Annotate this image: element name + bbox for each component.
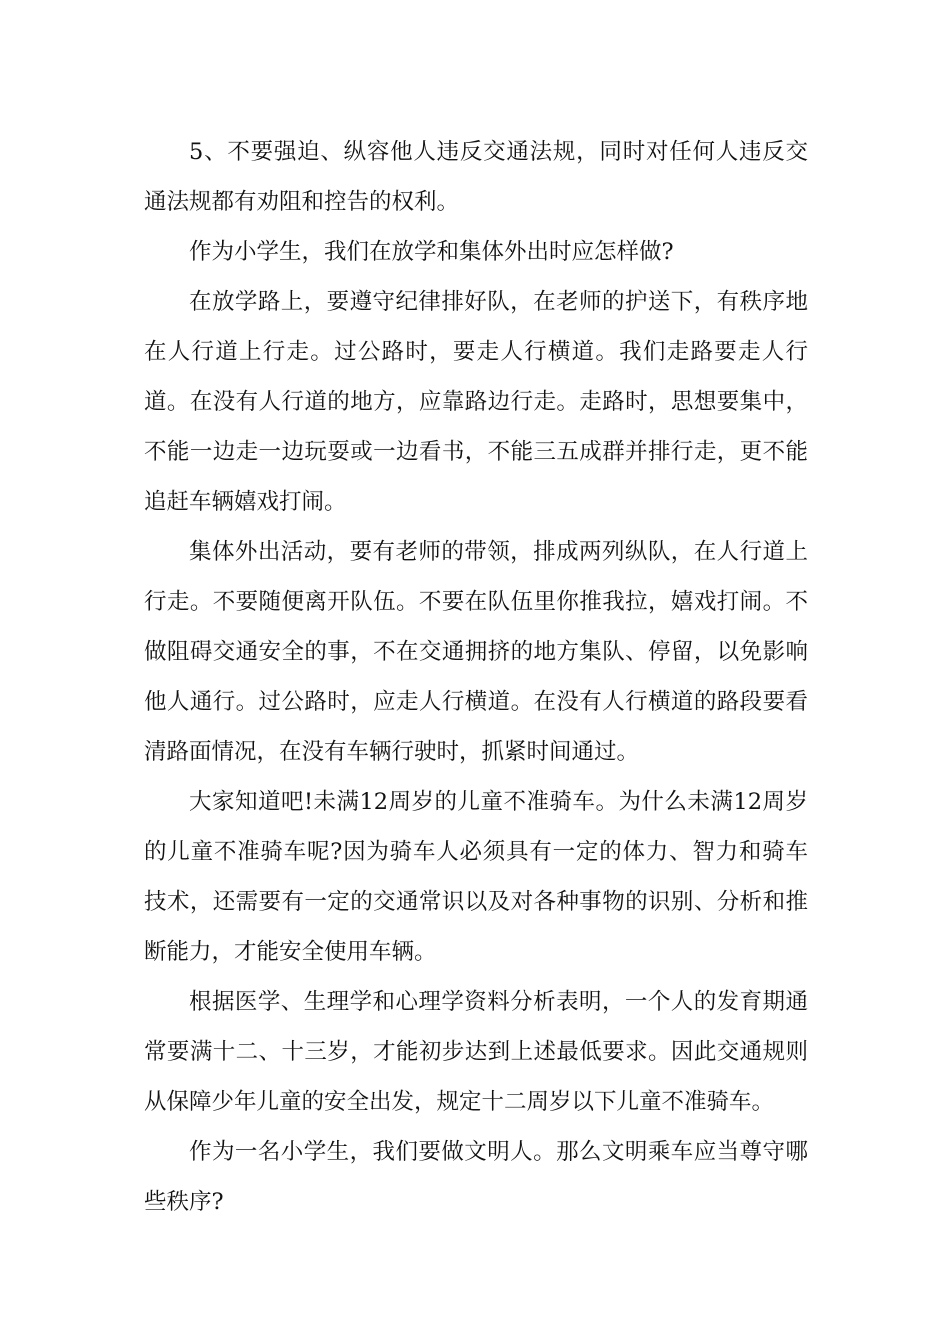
document-body (144, 127, 808, 1227)
paragraph-7: 作为一名小学生，我们要做文明人。那么文明乘车应当尊守哪些秩序? (144, 1139, 808, 1215)
paragraph-4: 集体外出活动，要有老师的带领，排成两列纵队，在人行道上行走。不要随便离开队伍。不要在队伍里你推我拉，嬉戏打闹。不做阻碍交通安全的事，不在交通拥挤的地方集队、停留，以免影响他人通行。过公路时，应走人行横道。在没有人行横道的路段要看清路面情况，在没有车辆行驶时，抓紧时间通过。 (144, 539, 808, 765)
paragraph-3: 在放学路上，要遵守纪律排好队，在老师的护送下，有秩序地在人行道上行走。过公路时，要走人行横道。我们走路要走人行道。在没有人行道的地方，应靠路边行走。走路时，思想要集中，不能一边走一边玩耍或一边看书，不能三五成群并排行走，更不能追赶车辆嬉戏打闹。 (144, 289, 808, 515)
paragraph-5: 大家知道吧!未满12周岁的儿童不准骑车。为什么未满12周岁的儿童不准骑车呢?因为骑车人必须具有一定的体力、智力和骑车技术，还需要有一定的交通常识以及对各种事物的识别、分析和推断能力，才能安全使用车辆。 (144, 789, 808, 965)
paragraph-1: 5、不要强迫、纵容他人违反交通法规，同时对任何人违反交通法规都有劝阻和控告的权利。 (144, 139, 808, 215)
paragraph-2: 作为小学生，我们在放学和集体外出时应怎样做? (189, 239, 674, 265)
paragraph-6: 根据医学、生理学和心理学资料分析表明，一个人的发育期通常要满十二、十三岁，才能初步达到上述最低要求。因此交通规则从保障少年儿童的安全出发，规定十二周岁以下儿童不准骑车。 (144, 989, 808, 1115)
